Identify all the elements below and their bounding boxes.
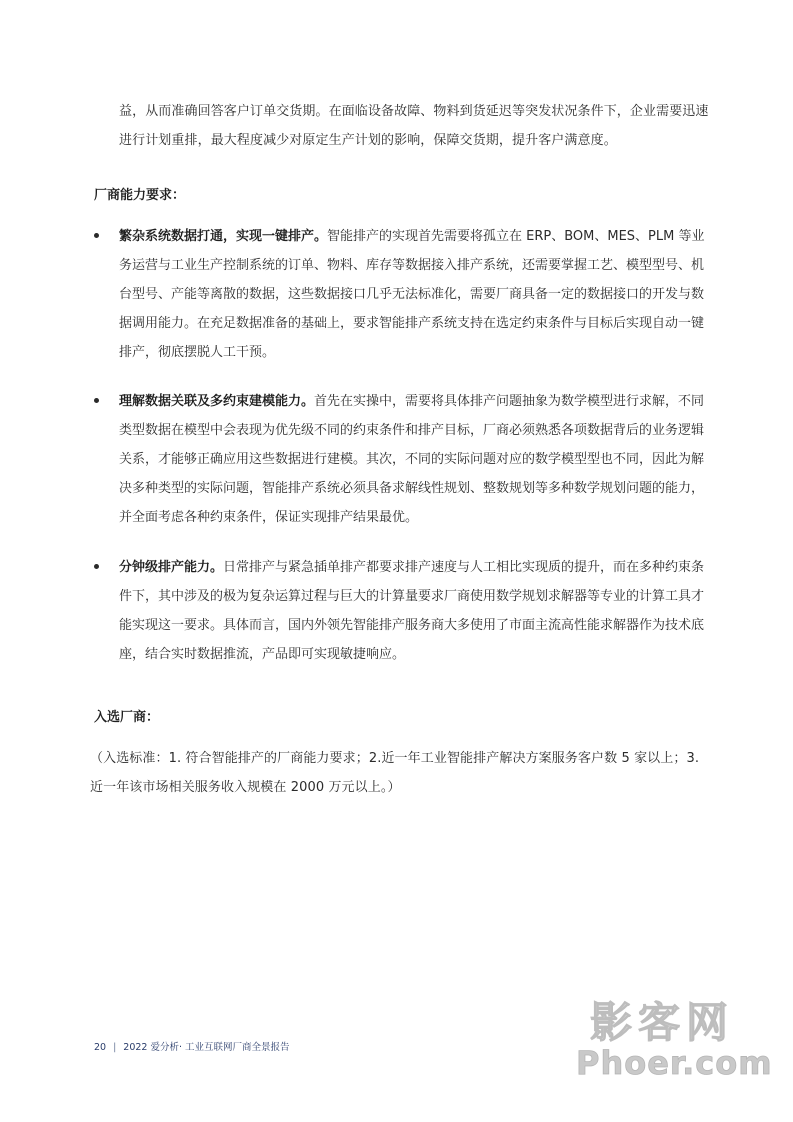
intro-paragraph: 益，从而准确回答客户订单交货期。在面临设备故障、物料到货延迟等突发状况条件下，企业需要迅速进行计划重排，最大程度减少对原定生产计划的影响，保障交货期，提升客户满意度。 bbox=[119, 104, 709, 148]
bullet-lead: 繁杂系统数据打通，实现一键排产。 bbox=[119, 229, 328, 244]
selection-criteria: （入选标准：1. 符合智能排产的厂商能力要求；2.近一年工业智能排产解决方案服务客户数 5 家以上；3.近一年该市场相关服务收入规模在 2000 万元以上。） bbox=[90, 751, 700, 795]
bullet-dot-icon bbox=[94, 564, 99, 569]
report-title: 2022 爱分析· 工业互联网厂商全景报告 bbox=[123, 1042, 290, 1053]
bullet-dot-icon bbox=[94, 398, 99, 403]
bullet-lead: 理解数据关联及多约束建模能力。 bbox=[119, 394, 315, 409]
bullet-body: 智能排产的实现首先需要将孤立在 ERP、BOM、MES、PLM 等业务运营与工业生产控制系统的订单、物料、库存等数据接入排产系统，还需要掌握工艺、模型型号、机台型号、产能等离散的数据，这些数据接口几乎无法标准化，需要厂商具备一定的数据接口的开发与数据调用能力。在充足数据准备的基础上，要求智能排产系统支持在选定约束条件与目标后实现自动一键排产，彻底摆脱人工干预。 bbox=[119, 229, 705, 360]
bullet-body: 日常排产与紧急插单排产都要求排产速度与人工相比实现质的提升，而在多种约束条件下，其中涉及的极为复杂运算过程与巨大的计算量要求厂商使用数学规划求解器等专业的计算工具才能实现这一要求。具体而言，国内外领先智能排产服务商大多使用了市面主流高性能求解器作为技术底座，结合实时数据推流，产品即可实现敏捷响应。 bbox=[119, 560, 705, 662]
watermark-cn: 影客网 bbox=[589, 998, 734, 1047]
bullet-body: 首先在实操中，需要将具体排产问题抽象为数学模型进行求解，不同类型数据在模型中会表现为优先级不同的约束条件和排产目标，厂商必须熟悉各项数据背后的业务逻辑关系，才能够正确应用这些数据进行建模。其次，不同的实际问题对应的数学模型型也不同，因此为解决多种类型的实际问题，智能排产系统必须具备求解线性规划、整数规划等多种数学规划问题的能力，并全面考虑各种约束条件，保证实现排产结果最优。 bbox=[119, 394, 705, 525]
footer-separator: | bbox=[113, 1042, 117, 1053]
bullet-text bbox=[119, 387, 709, 532]
page-number: 20 bbox=[94, 1042, 107, 1053]
bullet-text bbox=[119, 222, 709, 367]
bullet-lead: 分钟级排产能力。 bbox=[119, 560, 224, 575]
vendors-heading: 入选厂商： bbox=[94, 710, 160, 725]
watermark-en: Phoer.com bbox=[576, 1044, 773, 1082]
bullet-text bbox=[119, 553, 709, 669]
page-footer bbox=[94, 1039, 290, 1053]
watermark-logo bbox=[576, 998, 773, 1085]
bullet-dot-icon bbox=[94, 233, 99, 238]
capability-heading: 厂商能力要求： bbox=[94, 188, 186, 203]
